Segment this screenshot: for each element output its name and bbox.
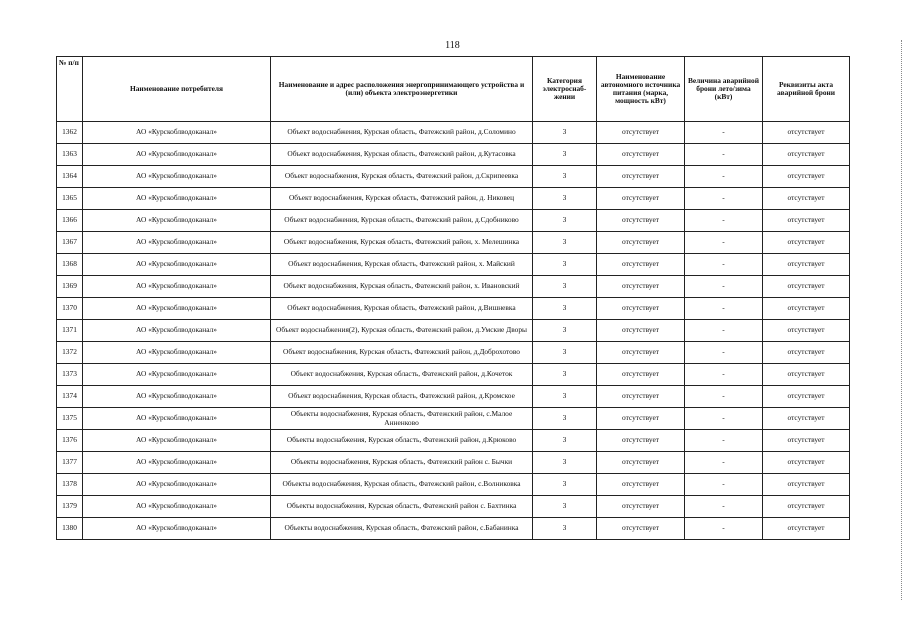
cell-num: 1373 [57,364,83,386]
cell-act-requisites: отсутствует [763,276,850,298]
cell-object: Объекты водоснабжения, Курская область, Фатежский район, с.Бабанинка [271,518,533,540]
cell-emergency-reserve: - [685,474,763,496]
cell-num: 1371 [57,320,83,342]
cell-act-requisites: отсутствует [763,496,850,518]
cell-act-requisites: отсутствует [763,254,850,276]
table-row [57,364,850,386]
cell-consumer: АО «Курскоблводоканал» [83,122,271,144]
table-row [57,232,850,254]
table-row [57,144,850,166]
cell-category: 3 [533,298,597,320]
cell-act-requisites: отсутствует [763,474,850,496]
table-row [57,452,850,474]
cell-act-requisites: отсутствует [763,144,850,166]
cell-act-requisites: отсутствует [763,166,850,188]
cell-emergency-reserve: - [685,254,763,276]
cell-emergency-reserve: - [685,518,763,540]
cell-object: Объект водоснабжения, Курская область, Фатежский район, х. Майский [271,254,533,276]
cell-object: Объект водоснабжения, Курская область, Фатежский район, д.Вишневка [271,298,533,320]
cell-autonomous-source: отсутствует [597,518,685,540]
cell-emergency-reserve: - [685,452,763,474]
cell-emergency-reserve: - [685,408,763,430]
cell-num: 1374 [57,386,83,408]
cell-autonomous-source: отсутствует [597,298,685,320]
table-row [57,276,850,298]
cell-autonomous-source: отсутствует [597,364,685,386]
cell-autonomous-source: отсутствует [597,122,685,144]
cell-object: Объект водоснабжения, Курская область, Фатежский район, х. Ивановский [271,276,533,298]
cell-object: Объект водоснабжения, Курская область, Фатежский район, д.Кочеток [271,364,533,386]
cell-object: Объекты водоснабжения, Курская область, Фатежский район, д.Крюково [271,430,533,452]
cell-act-requisites: отсутствует [763,210,850,232]
page-number: 118 [445,40,460,51]
cell-consumer: АО «Курскоблводоканал» [83,342,271,364]
cell-consumer: АО «Курскоблводоканал» [83,430,271,452]
cell-emergency-reserve: - [685,496,763,518]
cell-num: 1367 [57,232,83,254]
header-category: Категория электроснаб-жении [533,57,597,122]
cell-object: Объект водоснабжения, Курская область, Фатежский район, д.Скрипеевка [271,166,533,188]
table-row [57,408,850,430]
cell-object: Объекты водоснабжения, Курская область, Фатежский район с. Бычки [271,452,533,474]
header-autonomous-source: Наименование автономного источника питания (марка, мощность кВт) [597,57,685,122]
cell-consumer: АО «Курскоблводоканал» [83,364,271,386]
cell-emergency-reserve: - [685,232,763,254]
cell-emergency-reserve: - [685,122,763,144]
cell-category: 3 [533,518,597,540]
cell-num: 1368 [57,254,83,276]
cell-object: Объект водоснабжения, Курская область, Фатежский район, д.Кромское [271,386,533,408]
cell-consumer: АО «Курскоблводоканал» [83,496,271,518]
cell-autonomous-source: отсутствует [597,452,685,474]
cell-autonomous-source: отсутствует [597,496,685,518]
cell-consumer: АО «Курскоблводоканал» [83,474,271,496]
table-row [57,254,850,276]
cell-object: Объект водоснабжения, Курская область, Фатежский район, д. Никовец [271,188,533,210]
cell-object: Объект водоснабжения, Курская область, Фатежский район, д.Доброхотово [271,342,533,364]
cell-consumer: АО «Курскоблводоканал» [83,210,271,232]
cell-autonomous-source: отсутствует [597,430,685,452]
cell-num: 1377 [57,452,83,474]
cell-category: 3 [533,342,597,364]
cell-emergency-reserve: - [685,386,763,408]
header-consumer: Наименование потребителя [83,57,271,122]
cell-emergency-reserve: - [685,210,763,232]
cell-num: 1365 [57,188,83,210]
cell-object: Объект водоснабжения(2), Курская область, Фатежский район, д.Умские Дворы [271,320,533,342]
table-row [57,320,850,342]
cell-act-requisites: отсутствует [763,342,850,364]
cell-act-requisites: отсутствует [763,364,850,386]
cell-autonomous-source: отсутствует [597,320,685,342]
cell-consumer: АО «Курскоблводоканал» [83,254,271,276]
cell-act-requisites: отсутствует [763,386,850,408]
cell-autonomous-source: отсутствует [597,276,685,298]
cell-category: 3 [533,474,597,496]
page-edge-mark [901,40,902,600]
cell-category: 3 [533,254,597,276]
cell-num: 1372 [57,342,83,364]
cell-consumer: АО «Курскоблводоканал» [83,144,271,166]
cell-category: 3 [533,144,597,166]
cell-emergency-reserve: - [685,166,763,188]
cell-object: Объект водоснабжения, Курская область, Фатежский район, д.Кутасовка [271,144,533,166]
cell-autonomous-source: отсутствует [597,188,685,210]
header-num: № п/п [57,57,83,122]
cell-category: 3 [533,452,597,474]
cell-consumer: АО «Курскоблводоканал» [83,232,271,254]
cell-category: 3 [533,166,597,188]
cell-object: Объект водоснабжения, Курская область, Фатежский район, д.Сдобниково [271,210,533,232]
cell-consumer: АО «Курскоблводоканал» [83,386,271,408]
cell-emergency-reserve: - [685,188,763,210]
cell-consumer: АО «Курскоблводоканал» [83,518,271,540]
cell-autonomous-source: отсутствует [597,386,685,408]
cell-category: 3 [533,122,597,144]
cell-act-requisites: отсутствует [763,188,850,210]
cell-category: 3 [533,320,597,342]
header-act-requisites: Реквизиты акта аварийной брони [763,57,850,122]
cell-emergency-reserve: - [685,298,763,320]
cell-emergency-reserve: - [685,364,763,386]
cell-act-requisites: отсутствует [763,320,850,342]
table-row [57,430,850,452]
cell-act-requisites: отсутствует [763,518,850,540]
cell-num: 1379 [57,496,83,518]
table-header-row [57,57,850,122]
cell-object: Объект водоснабжения, Курская область, Фатежский район, х. Мелешинка [271,232,533,254]
cell-autonomous-source: отсутствует [597,232,685,254]
cell-num: 1376 [57,430,83,452]
cell-emergency-reserve: - [685,342,763,364]
cell-num: 1369 [57,276,83,298]
table-row [57,298,850,320]
cell-category: 3 [533,364,597,386]
cell-act-requisites: отсутствует [763,122,850,144]
header-object: Наименование и адрес расположения энергопринимающего устройства и (или) объекта электроэнергетики [271,57,533,122]
cell-autonomous-source: отсутствует [597,210,685,232]
cell-num: 1375 [57,408,83,430]
cell-consumer: АО «Курскоблводоканал» [83,166,271,188]
table-row [57,342,850,364]
cell-consumer: АО «Курскоблводоканал» [83,452,271,474]
table-row [57,188,850,210]
cell-act-requisites: отсутствует [763,232,850,254]
cell-category: 3 [533,430,597,452]
cell-num: 1363 [57,144,83,166]
cell-autonomous-source: отсутствует [597,474,685,496]
cell-category: 3 [533,386,597,408]
table-row [57,386,850,408]
cell-num: 1378 [57,474,83,496]
table-row [57,166,850,188]
consumer-table [56,56,850,540]
cell-autonomous-source: отсутствует [597,342,685,364]
cell-num: 1366 [57,210,83,232]
cell-category: 3 [533,496,597,518]
cell-autonomous-source: отсутствует [597,254,685,276]
cell-category: 3 [533,276,597,298]
cell-category: 3 [533,232,597,254]
cell-object: Объекты водоснабжения, Курская область, Фатежский район, с.Волниковка [271,474,533,496]
cell-category: 3 [533,408,597,430]
cell-autonomous-source: отсутствует [597,408,685,430]
cell-category: 3 [533,188,597,210]
cell-emergency-reserve: - [685,320,763,342]
table-row [57,496,850,518]
table-row [57,210,850,232]
cell-category: 3 [533,210,597,232]
cell-object: Объекты водоснабжения, Курская область, Фатежский район, с.Малое Анненково [271,408,533,430]
cell-act-requisites: отсутствует [763,430,850,452]
cell-emergency-reserve: - [685,430,763,452]
cell-act-requisites: отсутствует [763,452,850,474]
cell-consumer: АО «Курскоблводоканал» [83,320,271,342]
cell-autonomous-source: отсутствует [597,166,685,188]
cell-object: Объект водоснабжения, Курская область, Фатежский район, д.Соломино [271,122,533,144]
cell-num: 1370 [57,298,83,320]
cell-emergency-reserve: - [685,276,763,298]
table-row [57,518,850,540]
table-row [57,122,850,144]
cell-object: Объекты водоснабжения, Курская область, Фатежский район с. Бахтинка [271,496,533,518]
cell-emergency-reserve: - [685,144,763,166]
cell-consumer: АО «Курскоблводоканал» [83,298,271,320]
cell-act-requisites: отсутствует [763,298,850,320]
cell-num: 1364 [57,166,83,188]
table-body [57,122,850,540]
cell-consumer: АО «Курскоблводоканал» [83,276,271,298]
cell-num: 1380 [57,518,83,540]
cell-autonomous-source: отсутствует [597,144,685,166]
table-row [57,474,850,496]
cell-num: 1362 [57,122,83,144]
cell-consumer: АО «Курскоблводоканал» [83,188,271,210]
cell-act-requisites: отсутствует [763,408,850,430]
cell-consumer: АО «Курскоблводоканал» [83,408,271,430]
header-emergency-reserve: Величина аварийной брони лето/зима (кВт) [685,57,763,122]
